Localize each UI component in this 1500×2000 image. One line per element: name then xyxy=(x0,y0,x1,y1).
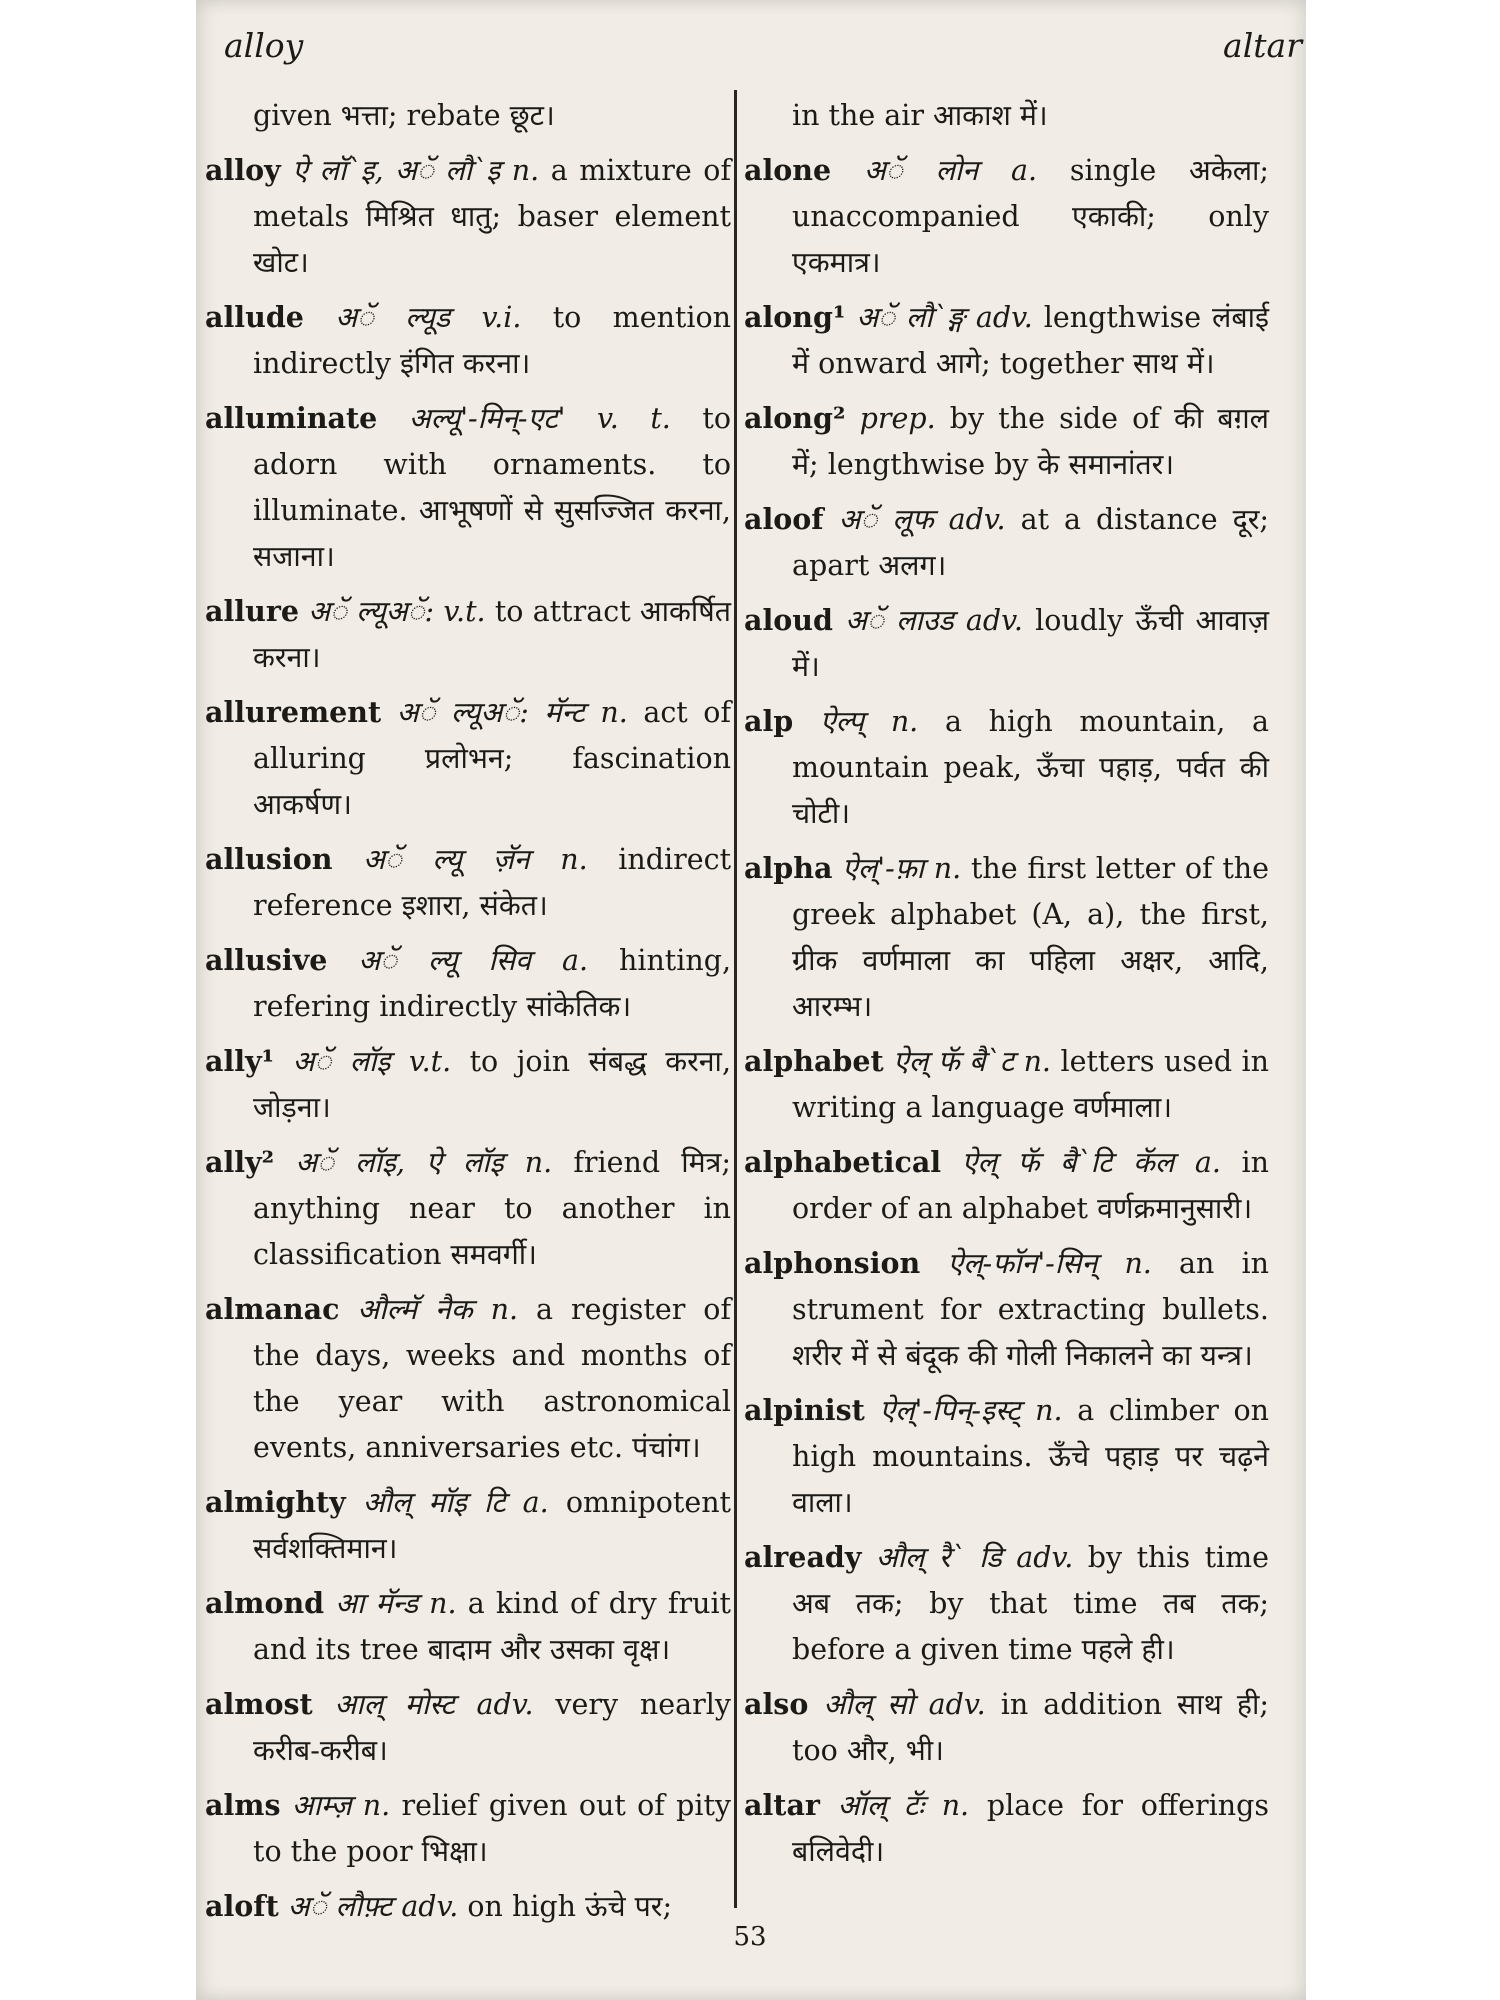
left-column xyxy=(205,92,731,1938)
entry-pronunciation: अल्यू'-मिन्-एट' xyxy=(408,402,566,435)
entry-headword: aloof xyxy=(744,502,824,536)
entry-pronunciation: अॅ ल्यूअॅ: xyxy=(308,595,435,628)
entry-headword: allusion xyxy=(205,842,333,876)
entry-pronunciation: अॅ लॉइ xyxy=(292,1045,391,1078)
dictionary-entry xyxy=(744,1681,1269,1774)
dictionary-entry xyxy=(744,845,1269,1030)
entry-part-of-speech: adv. xyxy=(1016,1541,1074,1574)
entry-pronunciation: ऐल् फॅ बै`टि कॅल xyxy=(961,1146,1175,1179)
entry-part-of-speech: prep. xyxy=(859,402,936,435)
entry-headword: alp xyxy=(744,704,794,738)
dictionary-entry xyxy=(205,588,731,681)
entry-headword: allurement xyxy=(205,695,382,729)
entry-headword: aloft xyxy=(205,1889,279,1923)
dictionary-entry xyxy=(744,147,1269,286)
entry-headword: allude xyxy=(205,300,304,334)
entry-pronunciation: अॅ ल्यू सिव xyxy=(358,944,531,977)
entry-pronunciation: औल् मॉइ टि xyxy=(362,1486,506,1519)
entry-pronunciation: ऐ लॉ`इ, अॅ लौ`इ xyxy=(292,154,501,187)
entry-part-of-speech: v.i. xyxy=(481,301,522,334)
dictionary-entry xyxy=(744,294,1269,387)
entry-headword: alpinist xyxy=(744,1393,865,1427)
entry-headword: almighty xyxy=(205,1485,346,1519)
entry-part-of-speech: n. xyxy=(933,852,962,885)
entry-part-of-speech: n. xyxy=(511,154,540,187)
entry-part-of-speech: adv. xyxy=(476,1688,534,1721)
entry-definition: a high mountain, a mountain peak, ऊँचा पहाड़, पर्वत की चोटी। xyxy=(792,705,1269,830)
entry-part-of-speech: v. t. xyxy=(597,402,671,435)
entry-definition: by this time अब तक; by that time तब तक; before a given time पहले ही। xyxy=(792,1541,1270,1666)
entry-pronunciation: अॅ लौफ़्ट xyxy=(287,1890,393,1923)
entry-part-of-speech: n. xyxy=(890,705,919,738)
entry-part-of-speech: a. xyxy=(1010,154,1038,187)
entry-definition: relief given out of pity to the poor भिक्षा। xyxy=(253,1789,732,1868)
entry-pronunciation: ऐल्प् xyxy=(819,705,865,738)
column-divider xyxy=(734,90,737,1908)
entry-part-of-speech: n. xyxy=(490,1293,519,1326)
dictionary-entry xyxy=(205,1782,731,1875)
dictionary-entry xyxy=(744,1534,1269,1673)
entry-part-of-speech: adv. xyxy=(975,301,1033,334)
entry-headword: aloud xyxy=(744,603,833,637)
entry-definition: hinting, refering indirectly सांकेतिक। xyxy=(253,944,732,1023)
entry-part-of-speech: adv. xyxy=(928,1688,986,1721)
dictionary-entry xyxy=(205,1580,731,1673)
dictionary-entry xyxy=(205,294,731,387)
entry-pronunciation: ऐल्'-पिन्-इस्ट् xyxy=(879,1394,1021,1427)
entry-pronunciation: औल् रै` डि xyxy=(875,1541,1002,1574)
entry-headword: alphabet xyxy=(744,1044,884,1078)
dictionary-entry xyxy=(744,92,1269,139)
dictionary-entry xyxy=(205,1681,731,1774)
entry-definition: given भत्ता; rebate छूट। xyxy=(253,99,555,132)
entry-pronunciation: आ मॅन्ड xyxy=(335,1587,419,1620)
entry-pronunciation: औल्मॅ नैक xyxy=(357,1293,473,1326)
dictionary-entry xyxy=(744,1782,1269,1875)
right-column xyxy=(744,92,1269,1883)
entry-pronunciation: ऐल्-फॉन'-सिन् xyxy=(947,1247,1098,1280)
entry-definition: to join संबद्ध करना, जोड़ना। xyxy=(253,1045,732,1124)
page-number: 53 xyxy=(733,1922,767,1952)
dictionary-entry xyxy=(744,1038,1269,1131)
entry-part-of-speech: n. xyxy=(560,843,588,876)
entry-definition: to adorn with ornaments. to illuminate. आभूषणों से सुसज्जित करना, सजाना। xyxy=(253,402,732,573)
entry-part-of-speech: n. xyxy=(524,1146,553,1179)
dictionary-entry xyxy=(205,147,731,286)
entry-part-of-speech: a. xyxy=(1194,1146,1221,1179)
entry-part-of-speech: v.t. xyxy=(443,595,486,628)
entry-headword: almond xyxy=(205,1586,325,1620)
entry-pronunciation: आम्ज़ xyxy=(291,1789,352,1822)
dictionary-entry xyxy=(744,698,1269,837)
entry-pronunciation: अॅ ल्यूअॅ: मॅन्ट xyxy=(396,696,585,729)
left-guide-word: alloy xyxy=(224,26,304,65)
entry-part-of-speech: a. xyxy=(522,1486,549,1519)
entry-headword: along² xyxy=(744,401,846,435)
entry-headword: ally² xyxy=(205,1145,275,1179)
dictionary-entry xyxy=(205,1038,731,1131)
entry-pronunciation: औल् सो xyxy=(823,1688,914,1721)
entry-part-of-speech: n. xyxy=(600,696,628,729)
dictionary-entry xyxy=(205,1139,731,1278)
entry-headword: already xyxy=(744,1540,862,1574)
dictionary-entry xyxy=(205,689,731,828)
entry-definition: letters used in writing a language वर्णमाला। xyxy=(792,1045,1270,1124)
entry-headword: also xyxy=(744,1687,809,1721)
entry-headword: almost xyxy=(205,1687,313,1721)
entry-pronunciation: अॅ लूफ xyxy=(838,503,934,536)
entry-part-of-speech: n. xyxy=(362,1789,391,1822)
dictionary-entry xyxy=(205,937,731,1030)
entry-definition: friend मित्र; anything near to another in classification समवर्गी। xyxy=(253,1146,731,1271)
entry-part-of-speech: n. xyxy=(429,1587,457,1620)
entry-definition: at a distance दूर; apart अलग। xyxy=(792,503,1270,582)
entry-part-of-speech: n. xyxy=(1023,1045,1051,1078)
entry-pronunciation: ऐल् फॅ बै`ट xyxy=(893,1045,1015,1078)
dictionary-entry xyxy=(744,1139,1269,1232)
entry-definition: place for offerings बलिवेदी। xyxy=(792,1789,1270,1868)
right-guide-word: altar xyxy=(1223,26,1302,65)
entry-part-of-speech: adv. xyxy=(948,503,1006,536)
entry-pronunciation: आल् मोस्ट xyxy=(334,1688,455,1721)
dictionary-entry xyxy=(205,1286,731,1471)
entry-pronunciation: अॅ लौ`ङ्ग xyxy=(856,301,965,334)
entry-definition: lengthwise लंबाई में onward आगे; together साथ में। xyxy=(792,301,1270,380)
entry-headword: along¹ xyxy=(744,300,846,334)
entry-pronunciation: ऑल् टॅः xyxy=(837,1789,924,1822)
entry-definition: in order of an alphabet वर्णक्रमानुसारी। xyxy=(792,1146,1270,1225)
entry-definition: on high ऊंचे पर; xyxy=(467,1890,673,1923)
entry-definition: a climber on high mountains. ऊँचे पहाड़ पर चढ़ने वाला। xyxy=(792,1394,1269,1519)
dictionary-entry xyxy=(744,1240,1269,1379)
entry-headword: ally¹ xyxy=(205,1044,275,1078)
entry-headword: alluminate xyxy=(205,401,378,435)
entry-headword: almanac xyxy=(205,1292,340,1326)
entry-definition: to mention indirectly इंगित करना। xyxy=(253,301,732,380)
entry-headword: alphabetical xyxy=(744,1145,942,1179)
entry-part-of-speech: adv. xyxy=(965,604,1023,637)
entry-definition: loudly ऊँची आवाज़ में। xyxy=(792,604,1269,683)
entry-headword: allure xyxy=(205,594,299,628)
entry-pronunciation: अॅ लाउड xyxy=(845,604,954,637)
dictionary-entry xyxy=(205,836,731,929)
dictionary-entry xyxy=(744,597,1269,690)
entry-definition: the first letter of the greek alphabet (A, a), the first, ग्रीक वर्णमाला का पहिला अक्षर, आदि, आरम्भ। xyxy=(792,852,1270,1023)
dictionary-entry xyxy=(744,395,1269,488)
entry-definition: in the air आकाश में। xyxy=(792,99,1048,132)
entry-definition: by the side of की बग़ल में; lengthwise by के समानांतर। xyxy=(792,402,1270,481)
entry-pronunciation: अॅ लोन xyxy=(864,154,979,187)
dictionary-entry xyxy=(744,496,1269,589)
entry-pronunciation: अॅ लॉइ, ऐ लॉइ xyxy=(295,1146,504,1179)
entry-headword: allusive xyxy=(205,943,328,977)
dictionary-entry xyxy=(205,92,731,139)
entry-definition: to attract आकर्षित करना। xyxy=(253,595,732,674)
entry-pronunciation: अॅ ल्यू ज़ॅन xyxy=(363,843,530,876)
dictionary-entry xyxy=(205,395,731,580)
entry-headword: alloy xyxy=(205,153,281,187)
entry-definition: an in strument for extracting bullets. शरीर में से बंदूक की गोली निकालने का यन्त्र। xyxy=(792,1247,1270,1372)
entry-definition: a mixture of metals मिश्रित धातु; baser element खोट। xyxy=(253,154,731,279)
entry-definition: a kind of dry fruit and its tree बादाम और उसका वृक्ष। xyxy=(253,1587,732,1666)
entry-pronunciation: ऐल्'-फ़ा xyxy=(842,852,925,885)
entry-headword: alphonsion xyxy=(744,1246,921,1280)
entry-definition: omnipotent सर्वशक्तिमान। xyxy=(253,1486,732,1565)
entry-definition: very nearly करीब-करीब। xyxy=(253,1688,731,1767)
entry-headword: alms xyxy=(205,1788,281,1822)
entry-part-of-speech: adv. xyxy=(401,1890,459,1923)
entry-part-of-speech: a. xyxy=(561,944,589,977)
entry-headword: alpha xyxy=(744,851,833,885)
entry-headword: altar xyxy=(744,1788,820,1822)
entry-part-of-speech: n. xyxy=(1035,1394,1063,1427)
entry-part-of-speech: n. xyxy=(1124,1247,1152,1280)
entry-headword: alone xyxy=(744,153,832,187)
entry-definition: a register of the days, weeks and months of the year with astronomical events, anniversaries etc. पंचांग। xyxy=(253,1293,732,1464)
entry-definition: single अकेला; unaccompanied एकाकी; only एकमात्र। xyxy=(792,154,1270,279)
entry-part-of-speech: n. xyxy=(941,1789,970,1822)
dictionary-entry xyxy=(744,1387,1269,1526)
entry-pronunciation: अॅ ल्यूड xyxy=(335,301,451,334)
entry-part-of-speech: v.t. xyxy=(408,1045,452,1078)
entry-definition: indirect reference इशारा, संकेत। xyxy=(253,843,732,922)
dictionary-entry xyxy=(205,1479,731,1572)
entry-definition: act of alluring प्रलोभन; fascination आकर्षण। xyxy=(253,696,731,821)
entry-definition: in addition साथ ही; too और, भी। xyxy=(792,1688,1270,1767)
